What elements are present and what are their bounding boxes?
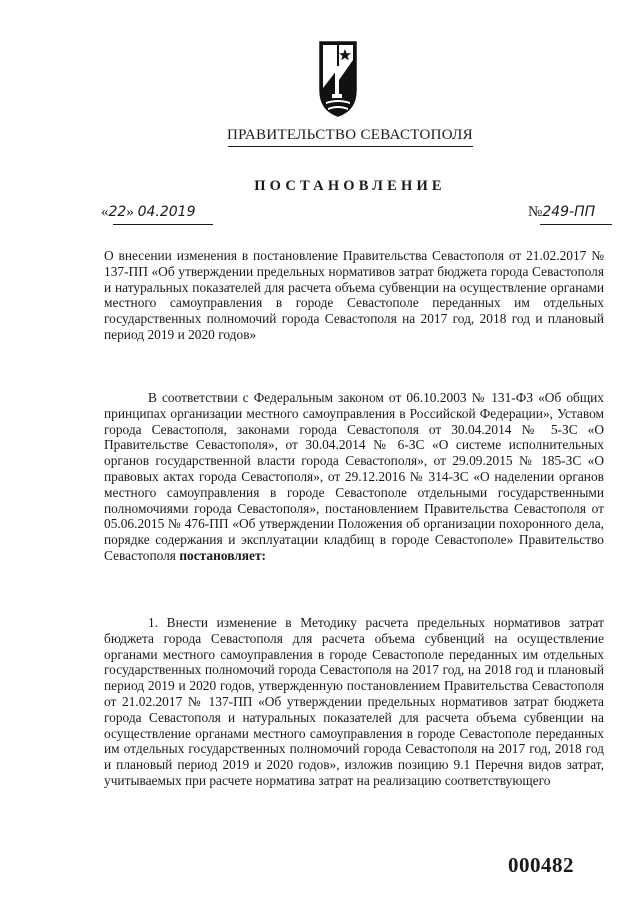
stamp-number: 000482 bbox=[508, 853, 574, 877]
document-subject: О внесении изменения в постановление Правительства Севастополя от 21.02.2017 № 137-ПП «Об утверждении предельных нормативов затрат бюджета города Севастополя и натуральных показателей для расчета объема субвенции на осуществление органами местного самоуправления в городе Севастополе переданных им отдельных государственных полномочий города Севастополя на 2017 год, 2018 год и плановый период 2019 и 2020 годов» bbox=[104, 248, 604, 342]
document-type: ПОСТАНОВЛЕНИЕ bbox=[254, 178, 446, 194]
document-date bbox=[101, 204, 195, 221]
title-underline bbox=[228, 146, 473, 147]
date-day: 22 bbox=[108, 204, 127, 220]
sevastopol-coat-of-arms-icon bbox=[318, 40, 358, 118]
preamble-text: В соответствии с Федеральным законом от 06.10.2003 № 131-ФЗ «Об общих принципах организации местного самоуправления в Российской Федерации», Уставом города Севастополя, законами города Севастополя от 30.04.2014 № 5-ЗС «О Правительстве Севастополя», от 30.04.2014 № 6-ЗС «О системе исполнительных органов государственной власти города Севастополя», от 29.09.2015 № 185-ЗС «О правовых актах города Севастополя», от 29.12.2016 № 314-ЗС «О наделении органов местного самоуправления в городе Севастополе отдельными государственными полномочиями города Севастополя», постановлением Правительства Севастополя от 05.06.2015 № 476-ПП «Об утверждении Положения об организации похоронного дела, порядке содержания и эксплуатации кладбищ в городе Севастополе» Правительство Севастополя bbox=[104, 390, 604, 563]
resolves-word: постановляет: bbox=[179, 547, 266, 563]
number-underline bbox=[540, 224, 612, 225]
date-open-quote: « bbox=[101, 204, 109, 220]
number-value: 249-ПП bbox=[542, 204, 596, 220]
number-sign: № bbox=[528, 204, 543, 220]
document-number bbox=[528, 204, 595, 221]
date-underline bbox=[113, 224, 213, 225]
preamble-paragraph bbox=[104, 390, 604, 564]
date-month-year: 04.2019 bbox=[137, 204, 196, 220]
date-close-quote: » bbox=[126, 204, 134, 220]
government-name: ПРАВИТЕЛЬСТВО СЕВАСТОПОЛЯ bbox=[227, 127, 473, 143]
item-1-paragraph: 1. Внести изменение в Методику расчета предельных нормативов затрат бюджета города Севастополя для расчета объема субвенций на осуществление органами местного самоуправления в городе Севастополе переданных им отдельных государственных полномочий города Севастополя на 2017 год, на 2018 год и плановый период 2019 и 2020 годов, утвержденную постановлением Правительства Севастополя от 21.02.2017 № 137-ПП «Об утверждении предельных нормативов затрат бюджета города Севастополя и натуральных показателей для расчета объема субвенции на осуществление органами местного самоуправления в городе Севастополе переданных им отдельных государственных полномочий города Севастополя на 2017 год, 2018 год и плановый период 2019 и 2020 годов», изложив позицию 9.1 Перечня видов затрат, учитываемых при расчете норматива затрат на реализацию соответствующего bbox=[104, 615, 604, 788]
